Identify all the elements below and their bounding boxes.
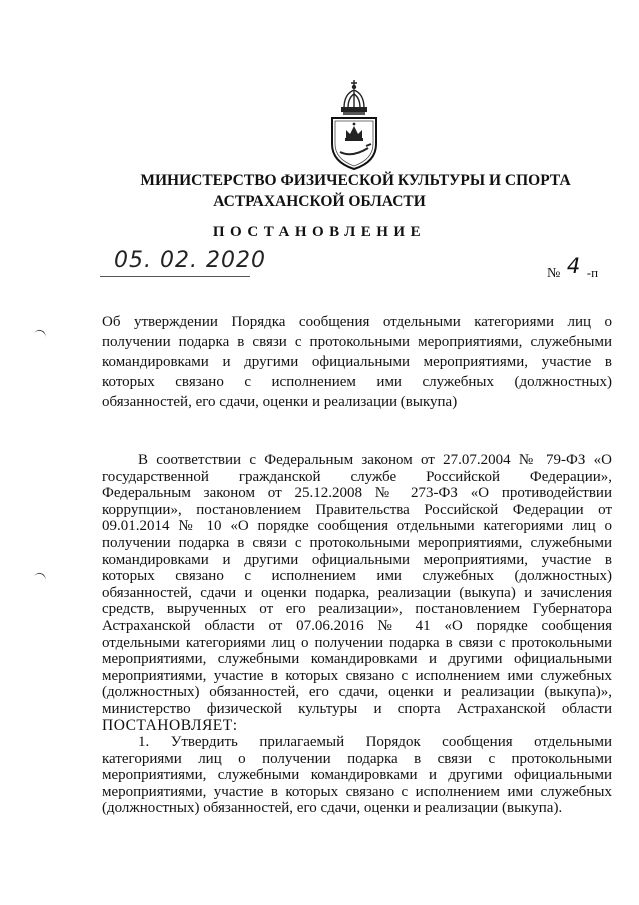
- subject-line: которых связано с исполнением ими служебных (должностных): [102, 374, 612, 390]
- item-line: категориями лиц о получении подарка в связи с протокольными: [102, 750, 612, 767]
- body-line: Федеральным законом от 25.12.2008 № 273-ФЗ «О противодействии: [102, 485, 612, 502]
- document-body: [102, 452, 612, 817]
- coat-of-arms-icon: [326, 78, 382, 172]
- margin-mark: [33, 571, 47, 583]
- body-line: государственной гражданской службе Российской Федерации»,: [102, 468, 612, 485]
- date-underline: [100, 276, 250, 277]
- body-line: мероприятиями, участие в которых связано с исполнением ими служебных: [102, 667, 612, 684]
- issuer-heading: [0, 170, 639, 212]
- body-line: В соответствии с Федеральным законом от 27.07.2004 № 79-ФЗ «О: [138, 452, 612, 468]
- document-type-title: ПОСТАНОВЛЕНИЕ: [212, 224, 427, 240]
- ministry-name-line2: АСТРАХАНСКОЙ ОБЛАСТИ: [213, 193, 426, 210]
- body-line: получении подарка в связи с протокольными мероприятиями, служебными: [102, 534, 612, 551]
- margin-mark: [33, 328, 47, 340]
- body-line: средств, вырученных от его реализации», постановлением Губернатора: [102, 601, 612, 618]
- body-line: 09.01.2014 № 10 «О порядке сообщения отдельными категориями лиц о: [102, 518, 612, 535]
- handwritten-date: 05. 02. 2020: [114, 248, 266, 273]
- item-line: 1. Утвердить прилагаемый Порядок сообщения отдельными: [138, 734, 612, 751]
- number-label: №: [547, 266, 561, 281]
- body-line: обязанностей, сдачи и оценки подарка, реализации (выкупа) и зачисления: [102, 584, 612, 601]
- body-line: командировками и другими официальными мероприятиями, участие в: [102, 551, 612, 568]
- subject-line: командировками и другими официальными мероприятиями, участие в: [102, 354, 612, 370]
- subject-line: Об утверждении Порядка сообщения отдельными категориями лиц о: [102, 314, 612, 330]
- subject-line: получении подарка в связи с протокольными мероприятиями, служебными: [102, 334, 612, 350]
- body-line: отдельными категориями лиц о получении подарка в связи с протокольными: [102, 634, 612, 651]
- resolution-verb: [102, 718, 612, 735]
- body-line: коррупции», постановлением Правительства Российской Федерации от: [102, 501, 612, 518]
- document-subject: [102, 312, 612, 412]
- document-number: [547, 254, 599, 282]
- body-line: которых связано с исполнением ими служебных (должностных): [102, 568, 612, 585]
- item-line: (должностных) обязанностей, его сдачи, оценки и реализации (выкупа).: [102, 800, 563, 817]
- body-line: министерство физической культуры и спорта Астраханской области: [102, 700, 612, 717]
- body-line: мероприятиями, служебными командировками и другими официальными: [102, 651, 612, 668]
- item-line: мероприятиями, участие в которых связано с исполнением ими служебных: [102, 783, 612, 800]
- item-line: мероприятиями, служебными командировками и другими официальными: [102, 767, 612, 784]
- body-line: (должностных) обязанностей, его сдачи, оценки и реализации (выкупа)»,: [102, 684, 612, 701]
- subject-line: обязанностей, его сдачи, оценки и реализации (выкупа): [102, 394, 458, 410]
- resolution-verb-text: ПОСТАНОВЛЯЕТ:: [102, 716, 238, 734]
- number-suffix: -п: [586, 265, 599, 280]
- handwritten-number: 4: [566, 254, 581, 278]
- ministry-name-line1: МИНИСТЕРСТВО ФИЗИЧЕСКОЙ КУЛЬТУРЫ И СПОРТА: [140, 172, 571, 189]
- body-line: Астраханской области от 07.06.2016 № 41 «О порядке сообщения: [102, 617, 612, 634]
